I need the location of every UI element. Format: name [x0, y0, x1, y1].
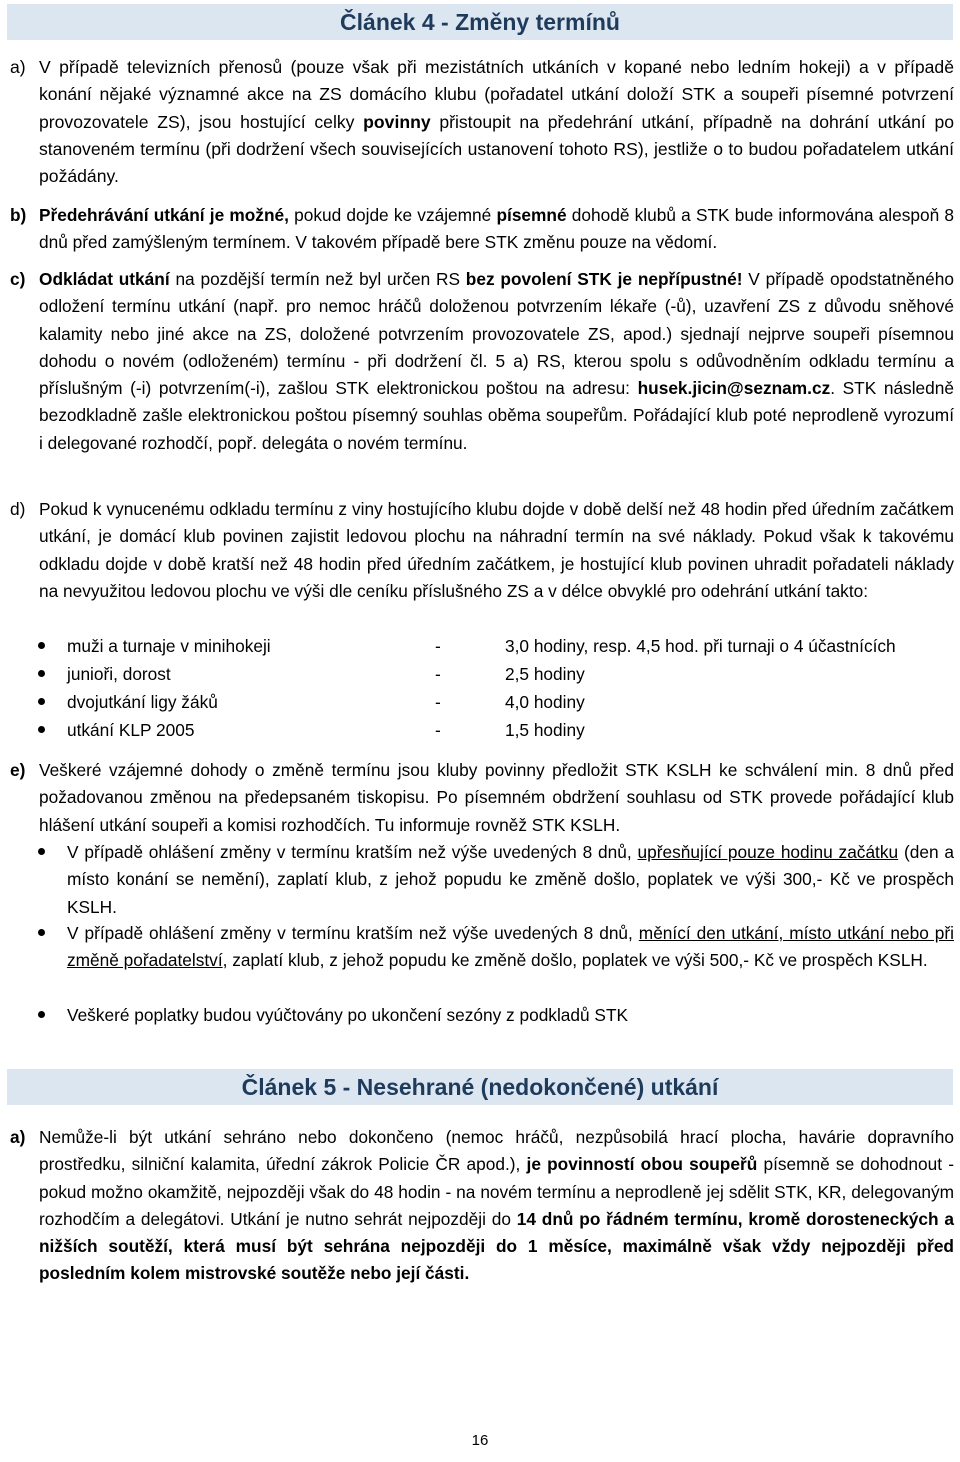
item-text: V případě televizních přenosů (pouze však při mezistátních utkáních v kopané nebo ledním hokeji) a v případě konání nějaké významné akce na ZS domácího klubu (pořadatel utkání doloží STK a soupeři písemné potvrzení provozovatele ZS), jsou hostující celky povinny přistoupit na předehrání utkání, případně na dohrání utkání po stanoveném termínu (při dodržení všech souvisejících ustanovení tohoto RS), jestliže o to budou pořadatelem utkání požádány. [39, 57, 955, 187]
fee-rule-bullet [10, 839, 954, 921]
fee-rule-bullet [10, 920, 954, 975]
fee-row [10, 688, 954, 716]
fee-dash: - [435, 664, 441, 684]
fee-value: 1,5 hodiny [505, 720, 585, 740]
fee-dash: - [435, 720, 441, 740]
item-marker: d) [10, 499, 26, 519]
fee-category: junioři, dorost [67, 664, 171, 684]
fee-value: 3,0 hodiny, resp. 4,5 hod. při turnaji o 4 účastnících [505, 636, 896, 656]
item-marker: a) [10, 57, 26, 77]
fee-value: 2,5 hodiny [505, 664, 585, 684]
item-text: Nemůže-li být utkání sehráno nebo dokončeno (nemoc hráčů, nezpůsobilá hrací plocha, havárie dopravního prostředku, silniční kalamita, úřední zákrok Policie ČR apod.), je povinností obou soupeřů písemně se dohodnout - pokud možno okamžitě, nejpozději však do 48 hodin - na novém termínu a neprodleně jej sdělit STK, KR, delegovaným rozhodčím a delegátovi. Utkání je nutno sehrát nejpozději do 14 dnů po řádném termínu, kromě dorosteneckých a nižších soutěží, která musí být sehrána nejpozději do 1 měsíce, maximálně však vždy nejpozději před posledním kolem mistrovské soutěže nebo její části. [39, 1127, 955, 1284]
bullet-text: Veškeré poplatky budou vyúčtovány po ukončení sezóny z podkladů STK [67, 1005, 629, 1025]
item-text: Odkládat utkání na pozdější termín než byl určen RS bez povolení STK je nepřípustné! V případě opodstatněného odložení termínu utkání (např. pro nemoc hráčů doloženou potvrzením lékaře (-ů), uzavření ZS z důvodu sněhové kalamity nebo jiné akce na ZS, doložené potvrzením provozovatele ZS, apod.) sjednají nejprve soupeři písemnou dohodu o novém (odloženém) termínu - při dodržení čl. 5 a) RS, kterou spolu s odůvodněním odkladu termínu a příslušným (-i) potvrzením(-i), zašlou STK elektronickou poštou na adresu: husek.jicin@seznam.cz. STK následně bezodkladně zašle elektronickou poštou písemný souhlas oběma soupeřům. Pořádající klub poté neprodleně vyrozumí i delegované rozhodčí, popř. delegáta o novém termínu. [39, 269, 954, 453]
article-4-item-a [10, 54, 954, 190]
fee-row [10, 632, 954, 660]
bullet-icon [38, 1002, 58, 1029]
fee-value: 4,0 hodiny [505, 692, 585, 712]
article-4-item-b [10, 202, 954, 257]
item-text: Veškeré vzájemné dohody o změně termínu jsou kluby povinny předložit STK KSLH ke schválení min. 8 dnů před požadovanou změnou na předepsaném tiskopisu. Po písemném obdržení souhlasu od STK provede pořádající klub hlášení utkání soupeři a komisi rozhodčích. Tu informuje rovněž STK KSLH. [39, 760, 954, 835]
page-number: 16 [471, 1432, 489, 1449]
article-4-item-e [10, 757, 954, 839]
item-text: Předehrávání utkání je možné, pokud dojde ke vzájemné písemné dohodě klubů a STK bude informována alespoň 8 dnů před zamýšleným termínem. V takovém případě bere STK změnu pouze na vědomí. [39, 205, 955, 253]
fee-category: dvojutkání ligy žáků [67, 692, 218, 712]
fee-rule-bullet [10, 1002, 954, 1029]
bullet-icon [38, 632, 45, 660]
article-5-heading: Článek 5 - Nesehrané (nedokončené) utkání [7, 1069, 953, 1105]
item-marker: b) [10, 205, 27, 225]
item-marker: e) [10, 760, 26, 780]
bullet-icon [38, 920, 58, 947]
item-marker: a) [10, 1127, 26, 1147]
item-marker: c) [10, 269, 26, 289]
bullet-text: V případě ohlášení změny v termínu kratším než výše uvedených 8 dnů, měnící den utkání, místo utkání nebo při změně pořadatelství, zaplatí klub, z jehož popudu ke změně došlo, poplatek ve výši 500,- Kč ve prospěch KSLH. [67, 923, 954, 971]
bullet-icon [38, 716, 45, 744]
fee-row [10, 716, 954, 744]
article-4-item-d [10, 496, 954, 605]
fee-category: utkání KLP 2005 [67, 720, 195, 740]
article-4-item-c [10, 266, 954, 457]
fee-dash: - [435, 692, 441, 712]
bullet-icon [38, 660, 45, 688]
article-5-item-a [10, 1124, 954, 1288]
fee-category: muži a turnaje v minihokeji [67, 636, 271, 656]
fee-row [10, 660, 954, 688]
item-text: Pokud k vynucenému odkladu termínu z viny hostujícího klubu dojde v době delší než 48 hodin před úředním začátkem utkání, je domácí klub povinen zajistit ledovou plochu na náhradní termín na své náklady. Pokud však k takovému odkladu dojde v době kratší než 48 hodin před úředním začátkem, je hostující klub povinen uhradit pořadateli náklady na nevyužitou ledovou plochu ve výši dle ceníku příslušného ZS a v délce obvyklé pro odehrání utkání takto: [39, 499, 954, 601]
bullet-text: V případě ohlášení změny v termínu kratším než výše uvedených 8 dnů, upřesňující pouze hodinu začátku (den a místo konání se nemění), zaplatí klub, z jehož popudu ke změně došlo, poplatek ve výši 300,- Kč ve prospěch KSLH. [67, 842, 954, 917]
fee-dash: - [435, 636, 441, 656]
bullet-icon [38, 688, 45, 716]
bullet-icon [38, 839, 58, 866]
article-4-heading: Článek 4 - Změny termínů [7, 4, 953, 40]
